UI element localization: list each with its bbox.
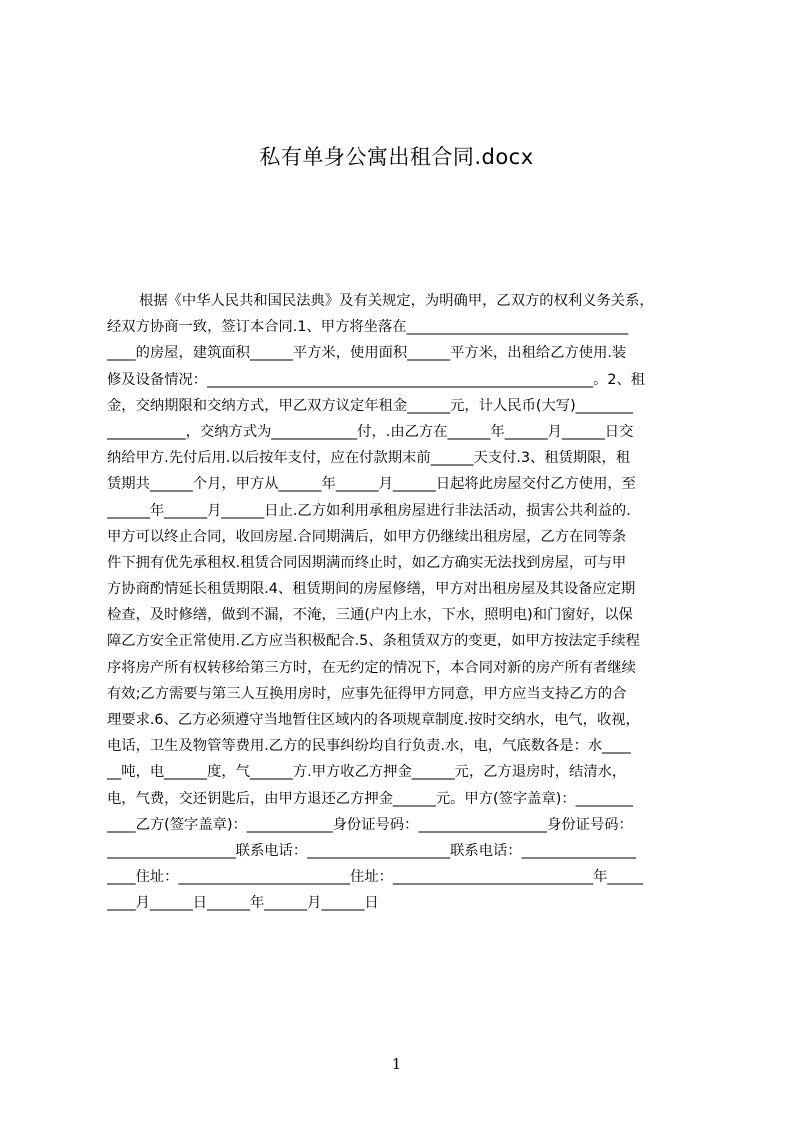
- contract-body: [107, 288, 697, 917]
- body-line-12: 方协商酌情延长租赁期限.4、租赁期间的房屋修缮，甲方对出租房屋及其设备应定期: [107, 581, 636, 598]
- body-line-13: 检查，及时修缮，做到不漏，不淹，三通(户内上水，下水，照明电)和门窗好，以保: [107, 607, 633, 624]
- body-line-4: 修及设备情况：______________________________________________________。2、租: [107, 371, 646, 388]
- body-line-2: 经双方协商一致，签订本合同.1、甲方将坐落在_______________________________: [107, 319, 629, 336]
- page-number: 1: [391, 1055, 402, 1073]
- body-line-19: __吨，电______度，气______方.甲方收乙方押金______元，乙方退房时，结清水，: [107, 764, 627, 781]
- body-line-14: 障乙方安全正常使用.乙方应当积极配合.5、条租赁双方的变更，如甲方按法定手续程: [107, 633, 640, 650]
- body-line-18: 电话，卫生及物管等费用.乙方的民事纠纷均自行负责.水，电，气底数各是：水____: [107, 738, 631, 755]
- body-line-21: ____乙方(签字盖章)：____________身份证号码：__________________身份证号码：: [107, 816, 633, 833]
- body-line-1: 根据《中华人民共和国民法典》及有关规定，为明确甲，乙双方的权利义务关系，: [139, 293, 654, 309]
- document-title: 私有单身公寓出租合同.docx: [259, 145, 534, 169]
- body-line-11: 件下拥有优先承租权.租赁合同因期满而终止时，如乙方确实无法找到房屋，可与甲: [107, 554, 627, 571]
- body-line-17: 理要求.6、乙方必须遵守当地暂住区域内的各项规章制度.按时交纳水，电气，收视，: [107, 712, 640, 728]
- body-line-8: 赁期共______个月，甲方从______年______月______日起将此房屋交付乙方使用，至: [107, 476, 636, 493]
- body-line-20: 电，气费，交还钥匙后，由甲方退还乙方押金______元。甲方(签字盖章)：________: [107, 790, 633, 807]
- body-line-16: 有效;乙方需要与第三人互换用房时，应事先征得甲方同意，甲方应当支持乙方的合: [107, 685, 627, 702]
- body-line-23: ____住址：________________________住址：____________________________年_____: [107, 869, 644, 886]
- body-line-7: 纳给甲方.先付后用.以后按年支付，应在付款期末前______天支付.3、租赁期限，租: [107, 450, 631, 467]
- body-line-3: ____的房屋，建筑面积______平方米，使用面积______平方米，出租给乙方使用.装: [107, 345, 627, 362]
- body-line-9: ______年______月______日止.乙方如利用承租房屋进行非法活动，损害公共利益的.: [107, 502, 631, 519]
- body-line-22: __________________联系电话：____________________联系电话：________________: [107, 842, 636, 859]
- body-line-6: ___________，交纳方式为____________付，.由乙方在______年______月______日交: [107, 423, 634, 440]
- body-line-10: 甲方可以终止合同，收回房屋.合同期满后，如甲方仍继续出租房屋，乙方在同等条: [107, 528, 627, 545]
- body-line-15: 序将房产所有权转移给第三方时，在无约定的情况下，本合同对新的房产所有者继续: [107, 659, 636, 676]
- body-line-24: ____月______日______年______月______日: [107, 895, 379, 912]
- body-line-5: 金，交纳期限和交纳方式，甲乙双方议定年租金______元，计人民币(大写)________: [107, 397, 633, 414]
